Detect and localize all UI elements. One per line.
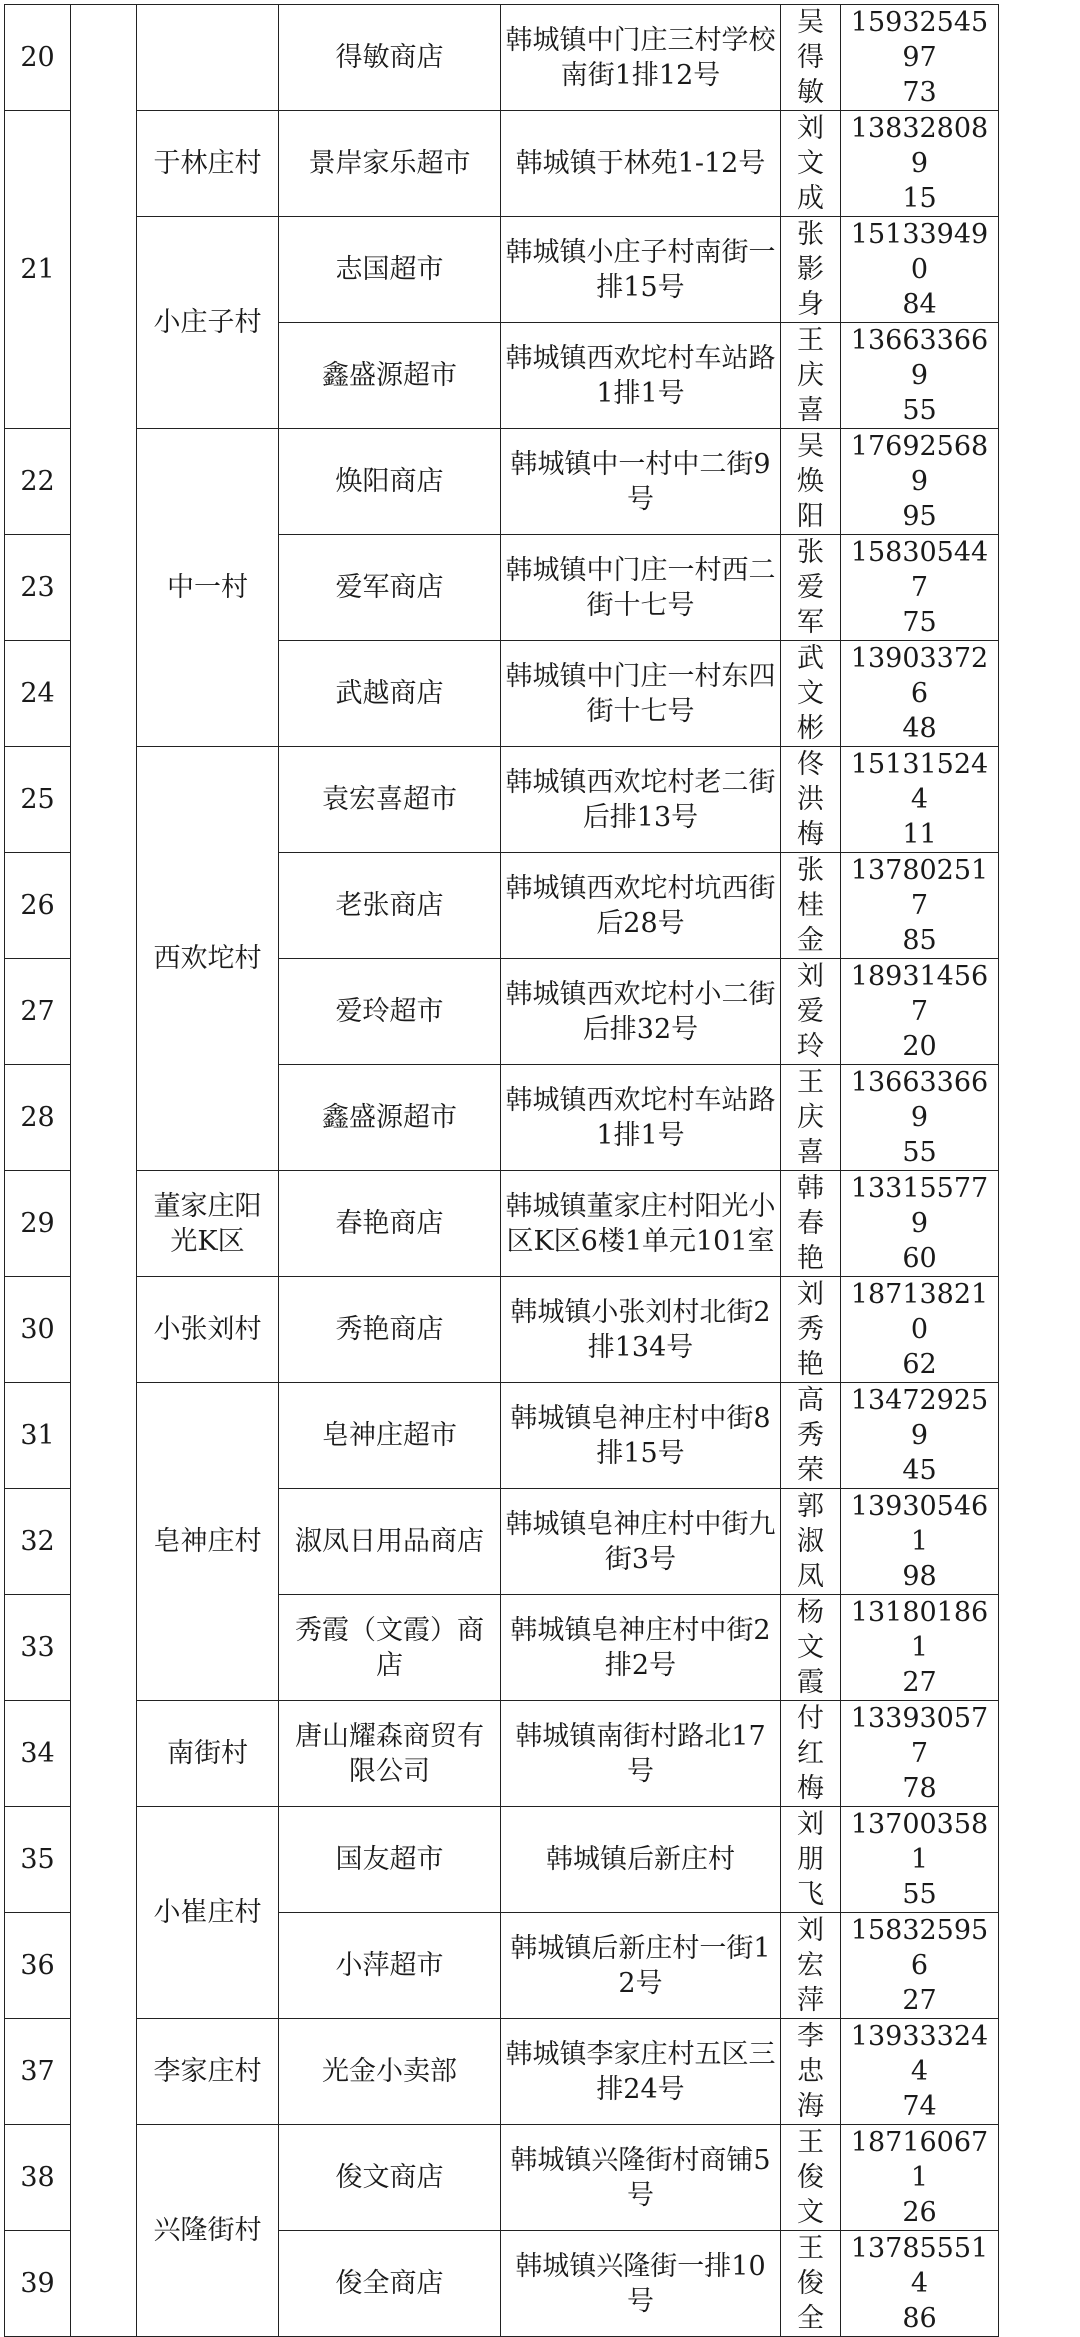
phone-part: 73 [902,77,937,108]
shop-address: 韩城镇南街村路北17号 [501,1701,781,1807]
contact-person [781,959,841,1065]
phone-number [841,1065,999,1171]
phone-number [841,323,999,429]
shop-name: 秀霞（文霞）商店 [279,1595,501,1701]
row-number: 38 [5,2125,71,2231]
shop-address: 韩城镇西欢坨村车站路1排1号 [501,323,781,429]
phone-part: 27 [902,1667,937,1698]
row-number: 23 [5,535,71,641]
table-row [5,111,999,217]
shop-address: 韩城镇中门庄一村东四街十七号 [501,641,781,747]
table-row [5,5,999,111]
contact-part: 喜 [797,395,824,426]
shop-name: 国友超市 [279,1807,501,1913]
contact-part: 付红 [797,1703,824,1769]
shop-name: 春艳商店 [279,1171,501,1277]
contact-part: 刘文 [797,113,824,179]
shop-address: 韩城镇于林苑1-12号 [501,111,781,217]
shop-address: 韩城镇皂神庄村中街2排2号 [501,1595,781,1701]
shop-name: 鑫盛源超市 [279,323,501,429]
contact-part: 高秀 [797,1385,824,1451]
shop-name: 俊文商店 [279,2125,501,2231]
phone-part: 137003581 [850,1809,989,1875]
row-number: 25 [5,747,71,853]
phone-part: 98 [902,1561,937,1592]
village-cell: 兴隆街村 [137,2125,279,2337]
table-row [5,2019,999,2125]
phone-part: 151339490 [850,219,989,285]
village-cell: 皂神庄村 [137,1383,279,1701]
row-number: 34 [5,1701,71,1807]
contact-person [781,1065,841,1171]
table-row [5,1277,999,1383]
phone-number [841,2019,999,2125]
phone-number [841,2125,999,2231]
phone-part: 136633669 [850,1067,989,1133]
contact-part: 郭淑 [797,1491,824,1557]
row-number: 29 [5,1171,71,1277]
shop-address: 韩城镇小张刘村北街2排134号 [501,1277,781,1383]
contact-part: 艳 [797,1243,824,1274]
shop-name: 光金小卖部 [279,2019,501,2125]
contact-part: 刘朋 [797,1809,824,1875]
phone-part: 138328089 [850,113,989,179]
contact-person [781,429,841,535]
phone-number [841,747,999,853]
village-cell: 西欢坨村 [137,747,279,1171]
phone-part: 137855514 [850,2233,989,2299]
contact-part: 佟洪 [797,749,824,815]
shop-address: 韩城镇兴隆街村商铺5号 [501,2125,781,2231]
phone-part: 78 [902,1773,937,1804]
contact-part: 韩春 [797,1173,824,1239]
village-cell: 于林庄村 [137,111,279,217]
phone-part: 75 [902,607,937,638]
shop-name: 皂神庄超市 [279,1383,501,1489]
shop-address: 韩城镇后新庄村 [501,1807,781,1913]
phone-number [841,2231,999,2337]
phone-part: 158325956 [850,1915,989,1981]
contact-person [781,111,841,217]
contact-part: 武文 [797,643,824,709]
contact-part: 军 [797,607,824,638]
contact-part: 王俊 [797,2233,824,2299]
phone-number [841,111,999,217]
phone-number [841,1171,999,1277]
contact-person [781,1595,841,1701]
phone-part: 45 [902,1455,937,1486]
contact-part: 李忠 [797,2021,824,2087]
phone-part: 60 [902,1243,937,1274]
phone-number [841,1595,999,1701]
contact-part: 王俊 [797,2127,824,2193]
phone-number [841,217,999,323]
shop-name: 武越商店 [279,641,501,747]
table-row [5,217,999,323]
phone-part: 62 [902,1349,937,1380]
phone-part: 55 [902,1879,937,1910]
phone-part: 55 [902,1137,937,1168]
phone-part: 158305447 [850,537,989,603]
shop-name: 秀艳商店 [279,1277,501,1383]
shop-name: 焕阳商店 [279,429,501,535]
contact-person [781,323,841,429]
phone-part: 85 [902,925,937,956]
row-number: 28 [5,1065,71,1171]
contact-person [781,2125,841,2231]
phone-part: 86 [902,2303,937,2334]
shop-address: 韩城镇西欢坨村老二街后排13号 [501,747,781,853]
phone-number [841,1383,999,1489]
table-row [5,747,999,853]
shop-address: 韩城镇董家庄村阳光小区K区6楼1单元101室 [501,1171,781,1277]
contact-part: 张爱 [797,537,824,603]
contact-part: 王庆 [797,325,824,391]
contact-part: 吴焕 [797,431,824,497]
phone-part: 74 [902,2091,937,2122]
phone-part: 139305461 [850,1491,989,1557]
phone-part: 84 [902,289,937,320]
table-body [5,5,999,2337]
contact-part: 张桂 [797,855,824,921]
contact-part: 身 [797,289,824,320]
phone-number [841,1807,999,1913]
shop-name: 鑫盛源超市 [279,1065,501,1171]
row-number: 31 [5,1383,71,1489]
phone-number [841,1701,999,1807]
phone-part: 131801861 [850,1597,989,1663]
shop-name: 袁宏喜超市 [279,747,501,853]
shop-name: 得敏商店 [279,5,501,111]
contact-person [781,217,841,323]
phone-part: 55 [902,395,937,426]
phone-number [841,5,999,111]
phone-number [841,959,999,1065]
phone-part: 95 [902,501,937,532]
shop-name: 景岸家乐超市 [279,111,501,217]
phone-part: 27 [902,1985,937,2016]
table-row [5,1171,999,1277]
village-cell: 中一村 [137,429,279,747]
phone-part: 133155779 [850,1173,989,1239]
phone-number [841,1489,999,1595]
phone-number [841,641,999,747]
shop-address: 韩城镇后新庄村一街12号 [501,1913,781,2019]
phone-part: 134729259 [850,1385,989,1451]
row-number: 32 [5,1489,71,1595]
contact-part: 霞 [797,1667,824,1698]
contact-person [781,1489,841,1595]
table-row [5,2125,999,2231]
shop-address: 韩城镇中门庄三村学校南街1排12号 [501,5,781,111]
row-number: 37 [5,2019,71,2125]
contact-part: 彬 [797,713,824,744]
row-number: 27 [5,959,71,1065]
contact-part: 阳 [797,501,824,532]
shop-address: 韩城镇皂神庄村中街九街3号 [501,1489,781,1595]
contact-person [781,535,841,641]
row-number: 39 [5,2231,71,2337]
contact-part: 张影 [797,219,824,285]
row-number: 33 [5,1595,71,1701]
shop-address: 韩城镇中一村中二街9号 [501,429,781,535]
contact-part: 敏 [797,77,824,108]
contact-part: 刘爱 [797,961,824,1027]
contact-part: 喜 [797,1137,824,1168]
phone-part: 1593254597 [850,7,989,73]
shop-address: 韩城镇西欢坨村坑西街后28号 [501,853,781,959]
contact-part: 艳 [797,1349,824,1380]
shop-name: 老张商店 [279,853,501,959]
contact-person [781,2019,841,2125]
phone-part: 137802517 [850,855,989,921]
shop-name: 唐山耀森商贸有限公司 [279,1701,501,1807]
phone-number [841,535,999,641]
contact-part: 玲 [797,1031,824,1062]
contact-person [781,1277,841,1383]
village-cell: 小崔庄村 [137,1807,279,2019]
contact-part: 凤 [797,1561,824,1592]
shop-name: 爱玲超市 [279,959,501,1065]
table-row [5,429,999,535]
contact-part: 文 [797,2197,824,2228]
village-cell: 小庄子村 [137,217,279,429]
contact-part: 金 [797,925,824,956]
phone-part: 139033726 [850,643,989,709]
contact-part: 成 [797,183,824,214]
contact-person [781,1701,841,1807]
table-row [5,1807,999,1913]
contact-part: 杨文 [797,1597,824,1663]
phone-part: 136633669 [850,325,989,391]
village-cell: 李家庄村 [137,2019,279,2125]
store-table [4,4,999,2337]
shop-name: 志国超市 [279,217,501,323]
phone-part: 15 [902,183,937,214]
phone-part: 189314567 [850,961,989,1027]
shop-address: 韩城镇小庄子村南街一排15号 [501,217,781,323]
phone-part: 48 [902,713,937,744]
contact-part: 海 [797,2091,824,2122]
contact-person [781,1913,841,2019]
contact-part: 刘秀 [797,1279,824,1345]
phone-number [841,853,999,959]
phone-part: 139333244 [850,2021,989,2087]
phone-number [841,1277,999,1383]
phone-part: 151315244 [850,749,989,815]
contact-person [781,1383,841,1489]
row-number: 20 [5,5,71,111]
shop-name: 俊全商店 [279,2231,501,2337]
contact-person [781,747,841,853]
phone-part: 26 [902,2197,937,2228]
row-number: 26 [5,853,71,959]
shop-name: 爱军商店 [279,535,501,641]
contact-person [781,1171,841,1277]
shop-address: 韩城镇兴隆街一排10号 [501,2231,781,2337]
shop-name: 小萍超市 [279,1913,501,2019]
phone-part: 176925689 [850,431,989,497]
row-number: 35 [5,1807,71,1913]
contact-part: 萍 [797,1985,824,2016]
phone-part: 187160671 [850,2127,989,2193]
phone-number [841,1913,999,2019]
contact-part: 梅 [797,819,824,850]
contact-person [781,5,841,111]
contact-part: 王庆 [797,1067,824,1133]
table-row [5,1383,999,1489]
village-cell: 小张刘村 [137,1277,279,1383]
row-number: 30 [5,1277,71,1383]
phone-part: 187138210 [850,1279,989,1345]
phone-part: 133930577 [850,1703,989,1769]
table-row [5,1701,999,1807]
contact-part: 刘宏 [797,1915,824,1981]
contact-person [781,2231,841,2337]
shop-address: 韩城镇皂神庄村中街8排15号 [501,1383,781,1489]
phone-part: 11 [902,819,937,850]
row-number: 24 [5,641,71,747]
contact-part: 吴得 [797,7,824,73]
contact-part: 荣 [797,1455,824,1486]
village-cell [137,5,279,111]
contact-part: 飞 [797,1879,824,1910]
shop-address: 韩城镇李家庄村五区三排24号 [501,2019,781,2125]
row-number: 36 [5,1913,71,2019]
contact-person [781,1807,841,1913]
contact-person [781,641,841,747]
shop-name: 淑凤日用品商店 [279,1489,501,1595]
contact-person [781,853,841,959]
shop-address: 韩城镇中门庄一村西二街十七号 [501,535,781,641]
section-column [71,5,137,2337]
village-cell: 董家庄阳光K区 [137,1171,279,1277]
phone-part: 20 [902,1031,937,1062]
village-cell: 南街村 [137,1701,279,1807]
shop-address: 韩城镇西欢坨村小二街后排32号 [501,959,781,1065]
shop-address: 韩城镇西欢坨村车站路1排1号 [501,1065,781,1171]
row-number: 21 [5,111,71,429]
row-number: 22 [5,429,71,535]
phone-number [841,429,999,535]
contact-part: 全 [797,2303,824,2334]
contact-part: 梅 [797,1773,824,1804]
